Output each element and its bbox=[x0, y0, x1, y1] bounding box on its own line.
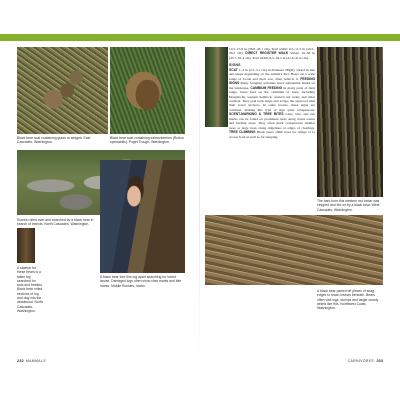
photo-stripped-cedar bbox=[317, 47, 383, 197]
caption-stripped-cedar: The bark from this western red cedar was stripped and fed on by a black bear. West Cascades, Washington. bbox=[317, 199, 380, 212]
section-name-right: CARNIVORES bbox=[347, 359, 375, 363]
label-scat: SCAT bbox=[229, 67, 238, 72]
page-gutter bbox=[199, 41, 200, 361]
caption-pawed-snag: A black bear pawed off pieces of snag edges to reach insects beneath. Bears often visit logs, stumps and larger woody debris like this. Northwest Coast, Washington. bbox=[317, 289, 379, 311]
photo-tree-trunk-small bbox=[205, 47, 228, 127]
photo-bear-scat-grass bbox=[17, 47, 108, 134]
photo-torn-log bbox=[100, 160, 185, 273]
photo-bear-scat-berries bbox=[110, 47, 185, 134]
photo-searched-log bbox=[17, 228, 35, 263]
text-p1: 14.5–15.8 in (36.8–40.1 cm). Trail width: 6.5–11.5 in (16.5–29.2 cm). bbox=[229, 47, 315, 56]
text-p5: Claw, bite, and rub marks can be found on prominent trees along travel routes and feeding areas. They often mark conspicuous smaller trees or large trees along ridgelines or edges of clearings. bbox=[229, 112, 315, 130]
header-accent-bar bbox=[0, 34, 400, 41]
folio-left bbox=[17, 358, 46, 363]
caption-searched-log: A sidebar for these bears is a fallen log searched for ants and beetles. Black bear rolled sections of log and dug into the deadwood. North Cascades, Washington. bbox=[17, 266, 43, 313]
text-p2: 1–2 in (2.5–5.1 cm) in diameter. Highly varied in size and shape depending on the animal's diet. Bears eat a wide range of foods and their scat often reflects it. bbox=[229, 67, 316, 81]
text-p1b: Stride: 18–36 in (45.7–91.4 cm). Trail width: 8.5–16.5 in (21.6–41.9 cm). bbox=[229, 51, 316, 60]
body-text-column bbox=[229, 47, 315, 139]
caption-scat-grass: Black bear scat containing grass or sedges. East Cascades, Washington. bbox=[17, 136, 91, 145]
label-tree-climbing: TREE CLIMBING bbox=[229, 130, 256, 135]
label-scent-marking: SCENT-MARKING & TREE BITES bbox=[229, 112, 284, 117]
folio-right bbox=[348, 358, 383, 363]
label-cambium: CAMBIUM FEEDING bbox=[250, 85, 283, 90]
caption-rolled-stones: Stones rolled over and searched by a black bear in search of insects. North Cascades, Washington. bbox=[17, 218, 94, 227]
photo-pawed-snag bbox=[205, 215, 383, 285]
text-p6: Black bears climb trees for refuge or to access food as well as for sleeping. bbox=[229, 130, 315, 139]
text-p3: Many foraging activities leave substantial marks on the landscape. bbox=[229, 81, 315, 90]
section-name-left: MAMMALS bbox=[25, 359, 46, 363]
heading-signs: SIGNS bbox=[229, 63, 241, 68]
page-number-left: 232 bbox=[17, 358, 24, 363]
label-direct-register: DIRECT REGISTER WALK bbox=[245, 51, 289, 56]
caption-torn-log: A black bear tore this log apart searching for insect larvae. Damaged logs often show claw marks and bite marks. Middle Rockies, Idaho. bbox=[100, 275, 182, 288]
caption-scat-berries: Black bear scat containing salmonberries (Rubus spectabilis). Puget Trough, Washington. bbox=[110, 136, 184, 145]
label-feeding: FEEDING SIGNS bbox=[229, 76, 316, 86]
text-p4: In many parts of their range, bears feed on the cambium of trees, including Douglas-fir, western hemlock, western red cedar, and other conifers. They peel bark strips and scrape the sapwood with their lower incisors. In some forests, these signs are common, making this type of sign quite conspicuous. bbox=[229, 85, 316, 112]
page-number-right: 233 bbox=[376, 358, 383, 363]
